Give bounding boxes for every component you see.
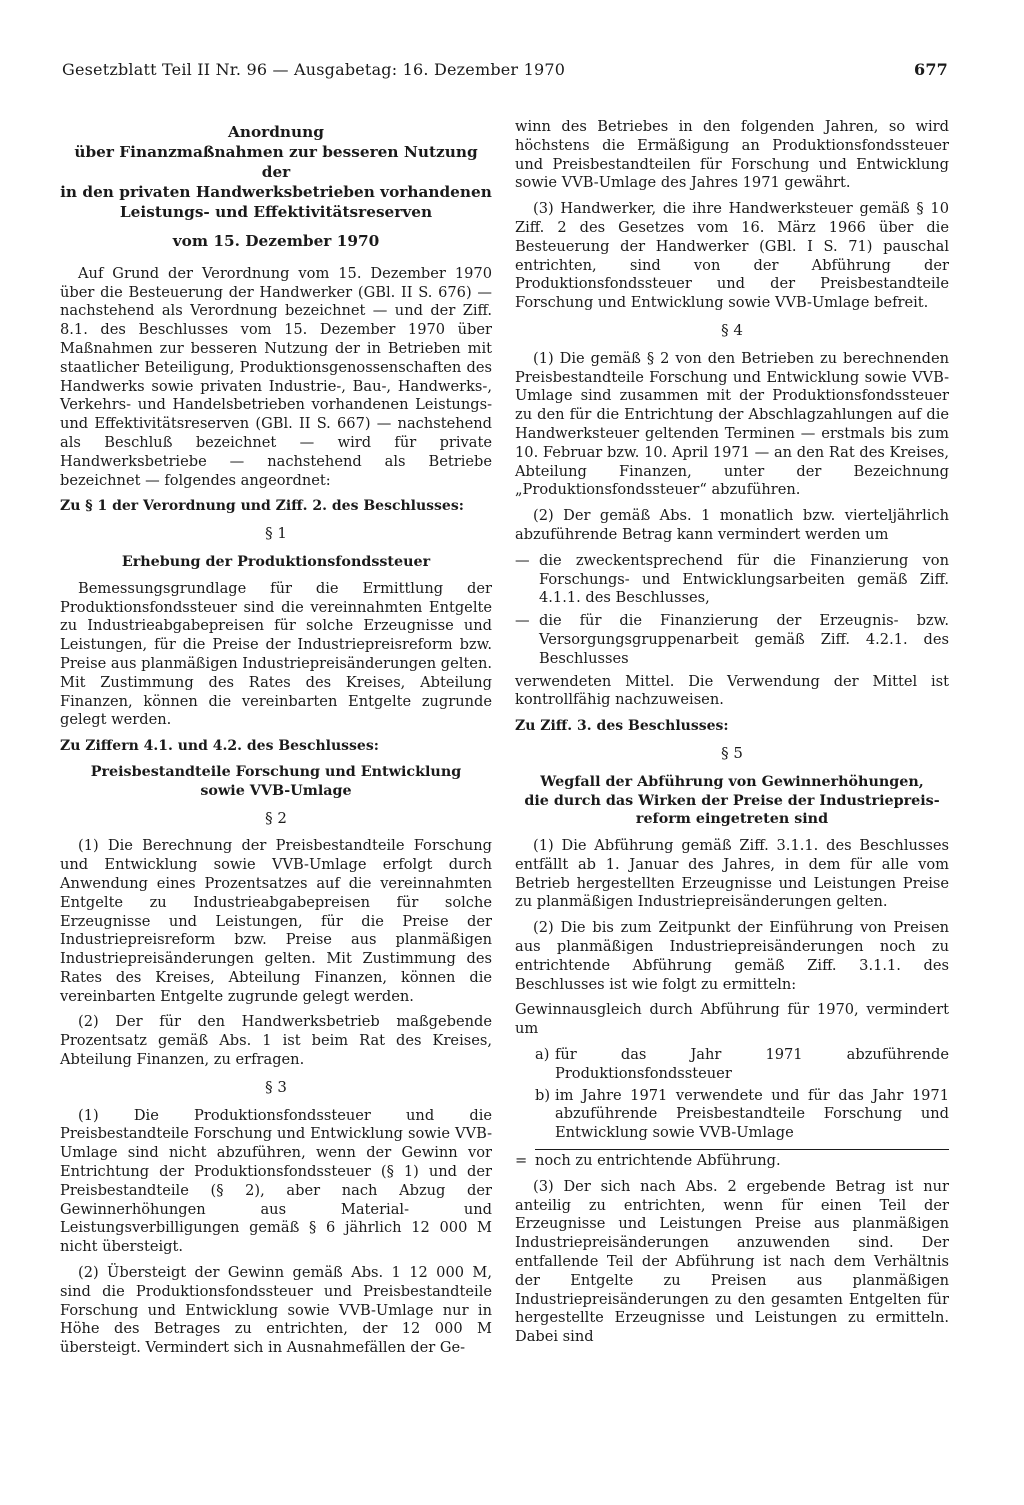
section-5-para-3: (3) Der sich nach Abs. 2 ergebende Betrag ist nur anteilig zu entrichten, wenn für einen Teil der Erzeugnisse und Leistungen Preise aus planmäßigen Industriepreisänderungen anzuwenden sind. Der entfallende Teil der Abführung ist nach dem Verhältnis der Entgelte zu Preisen aus planmäßigen Industriepreisänderungen zu den gesamten Entgelten für hergestellte Erzeugnisse und Leistungen zu ermitteln. Dabei sind — [515, 1177, 949, 1346]
result-text: noch zu entrichtende Abführung. — [535, 1152, 781, 1170]
section-2-para-1: (1) Die Berechnung der Preisbestandteile Forschung und Entwicklung sowie VVB-Umlage erfolgt durch Anwendung eines Prozentsatzes auf die vereinnahmten Entgelte zu Industrieabgabepreisen für solche Erzeugnisse und Leistungen, für die Preise der Industriepreisreform bzw. Preise aus planmäßigen Industriepreisänderungen gelten. Mit Zustimmung des Rates des Kreises, Abteilung Finanzen, können die vereinbarten Entgelte zugrunde gelegt werden. — [60, 837, 492, 1005]
list-item — [535, 1087, 949, 1143]
page-header — [62, 60, 948, 90]
subheading-zu-4: Zu Ziffern 4.1. und 4.2. des Beschlusses: — [60, 738, 379, 755]
subheading-zu-1: Zu § 1 der Verordnung und Ziff. 2. des Beschlusses: — [60, 498, 464, 515]
intro-paragraph: Auf Grund der Verordnung vom 15. Dezember 1970 über die Besteuerung der Handwerker (GBl. II S. 676) — nachstehend als Verordnung bezeichnet — und der Ziff. 8.1. des Beschlusses vom 15. Dezember 1970 über Maßnahmen zur besseren Nutzung der in Betrieben mit staatlicher Beteiligung, Produktionsgenossenschaften des Handwerks sowie privaten Industrie-, Bau-, Handwerks-, Verkehrs- und Handelsbetrieben vorhandenen Leistungs- und Effektivitätsreserven (GBl. II S. 667) — nachstehend als Beschluß bezeichnet — wird für private Handwerksbetriebe — nachstehend als Betriebe bezeichnet — folgendes angeordnet: — [60, 264, 492, 489]
left-column — [60, 118, 492, 1365]
continuation-paragraph: winn des Betriebes in den folgenden Jahren, so wird höchstens die Ermäßigung an Produktionsfondssteuer und Preisbestandteilen für Forschung und Entwicklung sowie VVB-Umlage des Jahres 1971 gewährt. — [515, 118, 949, 192]
section-number-2: § 2 — [265, 808, 287, 827]
list-marker: a) — [535, 1046, 550, 1064]
section-number-5: § 5 — [721, 743, 743, 762]
section-title-5 — [515, 773, 949, 829]
list-marker: b) — [535, 1086, 551, 1104]
heading-line: in den privaten Handwerksbetrieben vorhandenen — [60, 183, 492, 201]
section-title-line: sowie VVB-Umlage — [200, 782, 352, 799]
list-item-text: die zweckentsprechend für die Finanzierung von Forschungs- und Entwicklungsarbeiten gemäß Ziff. 4.1.1. des Beschlusses, — [539, 551, 949, 607]
heading-line: über Finanzmaßnahmen zur besseren Nutzung der — [74, 143, 478, 181]
section-5-para-1: (1) Die Abführung gemäß Ziff. 3.1.1. des Beschlusses entfällt ab 1. Januar des Jahres, in dem für alle vom Betrieb hergestellten Erzeugnisse und Leistungen Preise zu planmäßigen Industriepreisänderungen gelten. — [515, 837, 949, 911]
section-title-line: Wegfall der Abführung von Gewinnerhöhungen, — [540, 773, 924, 790]
subheading-zu-3: Zu Ziff. 3. des Beschlusses: — [515, 718, 729, 735]
calculation-result — [515, 1152, 949, 1171]
list-item — [515, 552, 949, 608]
list-item — [515, 612, 949, 668]
section-1-text: Bemessungsgrundlage für die Ermittlung der Produktionsfondssteuer sind die vereinnahmten Entgelte zu Industrieabgabepreisen für solche Erzeugnisse und Leistungen, für die Preise der Industriepreisreform bzw. Preise aus planmäßigen Industriepreisänderungen gelten. Mit Zustimmung des Rates des Kreises, Abteilung Finanzen, können die vereinbarten Entgelte zugrunde gelegt werden. — [60, 579, 492, 729]
section-4-para-1: (1) Die gemäß § 2 von den Betrieben zu berechnenden Preisbestandteile Forschung und Entwicklung sowie VVB-Umlage sind zusammen mit der Produktionsfondssteuer zu den für die Entrichtung der Abschlagzahlungen auf die Handwerksteuer geltenden Terminen — erstmals bis zum 10. Februar bzw. 10. April 1971 — an den Rat des Kreises, Abteilung Finanzen, unter der Bezeichnung „Produktionsfondssteuer“ abzuführen. — [515, 349, 949, 499]
section-title-2 — [60, 763, 492, 801]
section-title-1: Erhebung der Produktionsfondssteuer — [121, 553, 431, 570]
section-title-line: die durch das Wirken der Preise der Industriepreis- — [524, 792, 940, 809]
section-number-4: § 4 — [721, 320, 743, 339]
section-title-line: reform eingetreten sind — [635, 811, 829, 828]
section-4-para-2: (2) Der gemäß Abs. 1 monatlich bzw. vierteljährlich abzuführende Betrag kann vermindert werden um — [515, 507, 949, 543]
section-5-para-2: (2) Die bis zum Zeitpunkt der Einführung von Preisen aus planmäßigen Industriepreisänderungen noch zu entrichtende Abführung gemäß Ziff. 3.1.1. des Beschlusses ist wie folgt zu ermitteln: — [515, 919, 949, 993]
page-number: 677 — [914, 60, 948, 79]
calculation-intro: Gewinnausgleich durch Abführung für 1970, vermindert um — [515, 1001, 949, 1038]
header-title: Gesetzblatt Teil II Nr. 96 — Ausgabetag: 16. Dezember 1970 — [62, 60, 566, 79]
section-3-para-1: (1) Die Produktionsfondssteuer und die Preisbestandteile Forschung und Entwicklung sowie VVB-Umlage sind nicht abzuführen, wenn der Gewinn vor Entrichtung der Produktionsfondssteuer (§ 1) und der Preisbestandteile (§ 2), aber nach Abzug der Gewinnerhöhungen aus Material- und Leistungsverbilligungen gemäß § 6 jährlich 12 000 M nicht übersteigt. — [60, 1106, 492, 1256]
list-item-text: die für die Finanzierung der Erzeugnis- bzw. Versorgungsgruppenarbeit gemäß Ziff. 4.2.1. des Beschlusses — [539, 612, 949, 667]
section-title-line: Preisbestandteile Forschung und Entwicklung — [90, 763, 462, 780]
list-item — [535, 1046, 949, 1084]
section-2-para-2: (2) Der für den Handwerksbetrieb maßgebende Prozentsatz gemäß Abs. 1 ist beim Rat des Kreises, Abteilung Finanzen, zu erfragen. — [60, 1013, 492, 1069]
heading-date: vom 15. Dezember 1970 — [172, 232, 380, 250]
section-number-1: § 1 — [265, 524, 287, 543]
heading-line: Leistungs- und Effektivitätsreserven — [119, 203, 433, 221]
dash-marker: — — [515, 612, 530, 630]
right-column — [515, 118, 949, 1354]
sum-rule — [535, 1149, 949, 1150]
section-3-para-3: (3) Handwerker, die ihre Handwerksteuer gemäß § 10 Ziff. 2 des Gesetzes vom 16. März 1966 über die Besteuerung der Handwerker (GBl. I S. 71) pauschal entrichten, sind von der Abführung der Produktionsfondssteuer und der Preisbestandteile Forschung und Entwicklung sowie VVB-Umlage befreit. — [515, 200, 949, 312]
section-number-3: § 3 — [265, 1077, 287, 1096]
document-heading — [60, 122, 492, 222]
section-3-para-2: (2) Übersteigt der Gewinn gemäß Abs. 1 12 000 M, sind die Produktionsfondssteuer und Preisbestandteile Forschung und Entwicklung sowie VVB-Umlage nur in Höhe des Betrages zu entrichten, der 12 000 M übersteigt. Vermindert sich in Ausnahmefällen der Ge- — [60, 1264, 492, 1357]
heading-line: Anordnung — [227, 123, 324, 141]
section-4-closing: verwendeten Mittel. Die Verwendung der Mittel ist kontrollfähig nachzuweisen. — [515, 672, 949, 709]
equals-marker: = — [515, 1152, 528, 1170]
dash-marker: — — [515, 551, 530, 569]
list-item-text: im Jahre 1971 verwendete und für das Jahr 1971 abzuführende Preisbestandteile Forschung und Entwicklung sowie VVB-Umlage — [555, 1086, 949, 1142]
list-item-text: für das Jahr 1971 abzuführende Produktionsfondssteuer — [555, 1046, 949, 1082]
